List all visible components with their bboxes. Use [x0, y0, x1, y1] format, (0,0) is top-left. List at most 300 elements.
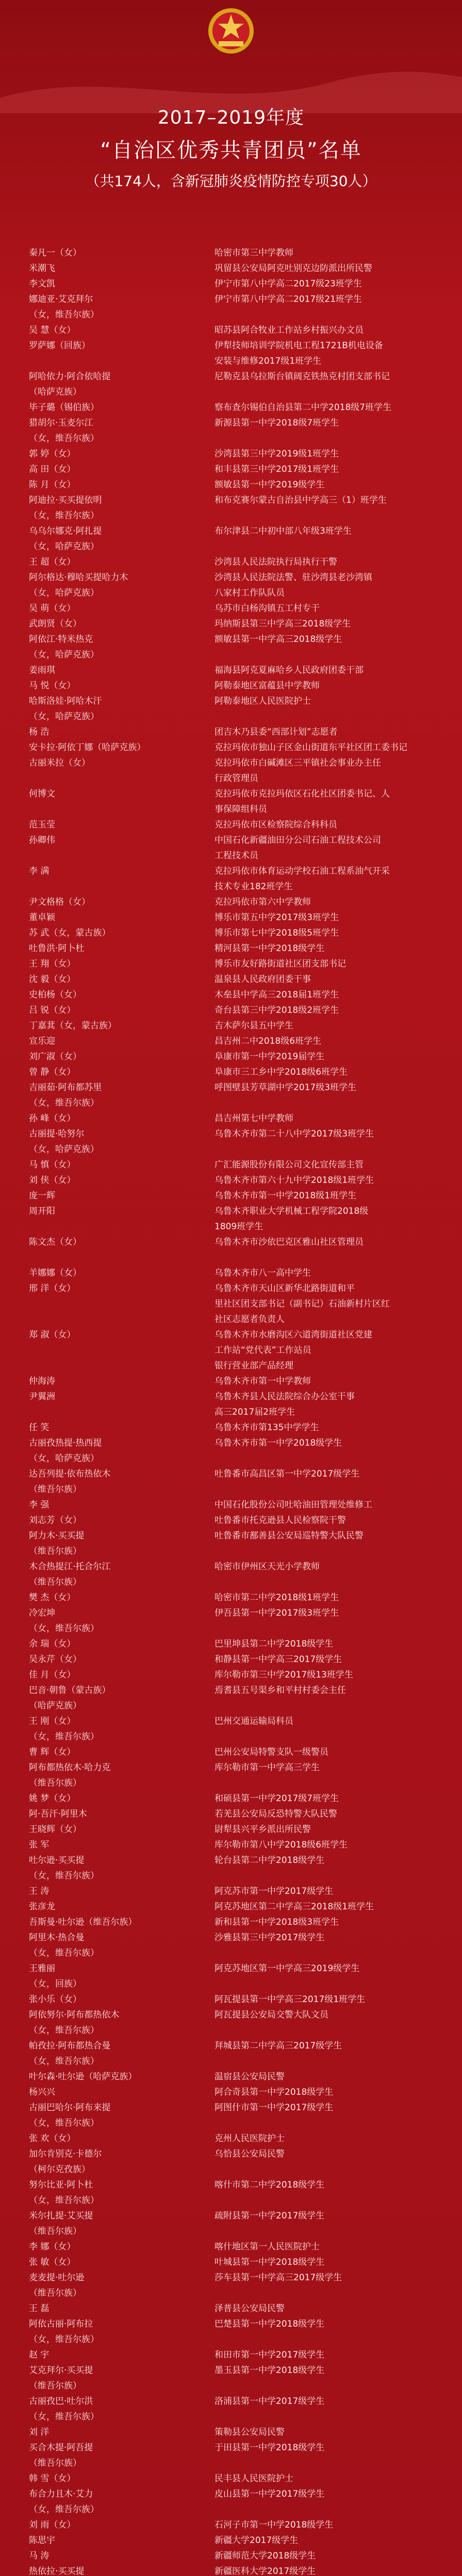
honoree-name: 曹 辉（女）	[29, 1747, 76, 1757]
honoree-name: 帕孜拉·阿布都热合曼	[29, 2041, 111, 2051]
list-item	[25, 912, 437, 927]
honoree-name: 米潮飞	[29, 263, 55, 274]
honoree-name: 阿·吾汗·阿里木	[29, 1809, 87, 1819]
honoree-unit: 察布查尔锡伯自治县第二中学2018级7班学生	[214, 402, 392, 413]
list-item	[25, 1252, 437, 1267]
honoree-name: （维吾尔族）	[29, 1546, 81, 1556]
honoree-name: 加尔肯别克·卡德尔	[29, 2149, 102, 2159]
honoree-unit: 乌鲁木齐市沙依巴克区雅山社区管理员	[214, 1237, 364, 1247]
list-item	[25, 2241, 437, 2257]
honoree-unit: 和田市第一中学2017级学生	[214, 2350, 325, 2360]
list-item	[25, 2210, 437, 2226]
honoree-name: 达吾列提·依布热依木	[29, 1469, 111, 1479]
list-item	[25, 835, 437, 850]
list-item	[25, 417, 437, 433]
honoree-name: （维吾尔族）	[29, 2288, 81, 2298]
honoree-name: （柯尔克孜族）	[29, 2164, 90, 2175]
honoree-unit: 沙湾县人民法院执行局执行干警	[214, 557, 337, 567]
list-item	[25, 958, 437, 974]
honoree-name: 张 军	[29, 1840, 50, 1850]
honoree-unit: 和布克赛尔蒙古自治县中学高三（1）班学生	[214, 495, 387, 505]
honoree-name: 吾斯曼·吐尔逊（维吾尔族）	[29, 1917, 137, 1927]
honoree-unit: 阿瓦提县第一中学高三2017级1班学生	[214, 1994, 366, 2005]
list-item	[25, 325, 437, 340]
honoree-name: 王雅丽	[29, 1963, 55, 1974]
list-item	[25, 665, 437, 680]
honoree-name: 李文凯	[29, 279, 55, 289]
honoree-unit: 中国石化股份公司吐哈油田管理处维修工	[214, 1500, 372, 1510]
honoree-name: 阿里木·热合曼	[29, 1933, 85, 1943]
list-item	[25, 943, 437, 958]
honoree-name: 仲海涛	[29, 1376, 55, 1386]
honoree-name: （女，哈萨克族）	[29, 588, 99, 598]
honoree-name: 王 翔（女）	[29, 959, 76, 969]
honoree-name: 佳 月（女）	[29, 1670, 76, 1680]
list-item	[25, 278, 437, 294]
honoree-name: 吴 萌（女）	[29, 603, 76, 614]
list-item	[25, 402, 437, 417]
honoree-name: 李 娜（女）	[29, 2242, 76, 2252]
honoree-unit: 吐鲁番市鄯善县公安局巡特警大队民警	[214, 1531, 364, 1541]
honoree-name: 姚 梦（女）	[29, 1793, 76, 1804]
honoree-unit: 沙湾县人民法院法警、驻沙湾县老沙湾镇	[214, 572, 372, 583]
list-item	[25, 1870, 437, 1886]
list-item	[25, 1267, 437, 1283]
honoree-unit: 巴里坤县第二中学2018级学生	[214, 1639, 334, 1649]
honoree-unit: 乌鲁木齐市第一中学2018级1班学生	[214, 1191, 357, 1201]
honoree-name: 马 慎（女）	[29, 1160, 76, 1170]
honoree-unit: 哈密市第三中学教师	[214, 248, 293, 258]
honoree-name: （维吾尔族）	[29, 1778, 81, 1788]
honoree-name: 古丽提·哈努尔	[29, 1129, 85, 1139]
list-item	[25, 896, 437, 912]
list-item	[25, 1236, 437, 1252]
honoree-unit: 克拉玛依市体育运动学校石油工程系油气开采	[214, 866, 390, 876]
list-item	[25, 1360, 437, 1376]
list-item	[25, 1499, 437, 1515]
honoree-name: （维吾尔族）	[29, 2226, 81, 2236]
honoree-name: 曾 静（女）	[29, 1067, 76, 1077]
honoree-name: 羊娜娜（女）	[29, 1268, 81, 1278]
honoree-name: 周开阳	[29, 1206, 55, 1216]
list-item	[25, 2318, 437, 2334]
honoree-name: 阿依努尔·阿布都热依木	[29, 2010, 120, 2020]
list-item	[25, 587, 437, 603]
honoree-unit: 库尔勒市第一中学高三学生	[214, 1762, 320, 1773]
honoree-unit: 行政管理员	[214, 773, 258, 784]
list-item	[25, 1051, 437, 1066]
honoree-name: 尹文格格（女）	[29, 897, 90, 907]
honoree-name: （女，维吾尔族）	[29, 1098, 99, 1108]
list-item	[25, 1577, 437, 1592]
honoree-unit: 伊犁技师培训学院机电工程1721B机电设备	[214, 341, 383, 351]
honoree-unit: 团吉木乃县委“西部计划”志愿者	[214, 727, 338, 737]
honoree-name: （女，回族）	[29, 1979, 81, 1989]
list-item	[25, 1314, 437, 1329]
list-item	[25, 2195, 437, 2210]
honoree-unit: 克拉玛依市独山子区金山街道东平社区团工委书记	[214, 742, 407, 753]
list-item	[25, 2226, 437, 2241]
honoree-unit: 吐鲁番市高昌区第一中学2017级学生	[214, 1469, 360, 1479]
honoree-unit: 吉木萨尔县五中学生	[214, 1021, 293, 1031]
honoree-name: 刘 洋	[29, 2427, 50, 2437]
honoree-unit: 阿克苏市第一中学2017级学生	[214, 1886, 334, 1896]
honoree-name: （维吾尔族）	[29, 2381, 81, 2391]
honoree-name: （女，维吾尔族）	[29, 2334, 99, 2345]
honoree-unit: 奇台县第三中学2018级2班学生	[214, 1005, 339, 1015]
honoree-unit: 巴州公安局特警支队一级警员	[214, 1747, 328, 1757]
honoree-name: （女，维吾尔族）	[29, 1623, 99, 1634]
list-item	[25, 1932, 437, 1947]
list-item	[25, 1020, 437, 1036]
list-item	[25, 1097, 437, 1113]
list-item	[25, 1592, 437, 1607]
list-item	[25, 696, 437, 711]
honoree-unit: 技术专业182班学生	[214, 882, 293, 892]
honoree-name: 哈斯洛娃·阿哈木汗	[29, 696, 102, 706]
honoree-name: 巴音·朝鲁（蒙古族）	[29, 1685, 111, 1696]
list-item	[25, 1607, 437, 1623]
honoree-name: 买合木提·阿吾提	[29, 2443, 93, 2453]
honoree-unit: 喀什市第二中学2018级学生	[214, 2180, 325, 2190]
list-item	[25, 680, 437, 696]
honoree-name: 王晓辉（女）	[29, 1824, 81, 1835]
list-item	[25, 1530, 437, 1546]
honoree-name: 姜雨琪	[29, 665, 55, 675]
list-item	[25, 1638, 437, 1654]
honoree-unit: 事保障组科员	[214, 804, 267, 815]
honoree-name: 马 悦（女）	[29, 681, 76, 691]
list-item	[25, 1484, 437, 1499]
list-item	[25, 1546, 437, 1561]
honoree-name: 叶尔森·吐尔逊（哈萨克族）	[29, 2072, 137, 2082]
honoree-name: 刘广淑（女）	[29, 1052, 81, 1062]
honoree-unit: 巴州交通运输局科员	[214, 1716, 293, 1726]
list-item	[25, 634, 437, 649]
list-item	[25, 1406, 437, 1422]
list-item	[25, 1144, 437, 1159]
honoree-unit: 精河县第一中学2018级学生	[214, 943, 325, 954]
honoree-unit: 尉犁县兴平乡派出所民警	[214, 1824, 311, 1835]
list-item	[25, 1731, 437, 1747]
honoree-unit: 阜康市第一中学2019届学生	[214, 1052, 325, 1062]
honoree-unit: 温宿县公安局民警	[214, 2072, 285, 2082]
honoree-name: 刘 侠（女）	[29, 1175, 76, 1185]
honoree-name: 吴永芹（女）	[29, 1654, 81, 1665]
honoree-unit: 阿图什市第一中学2017级学生	[214, 2103, 334, 2113]
list-item	[25, 1654, 437, 1669]
honoree-unit: 乌恰县公安局民警	[214, 2149, 285, 2159]
honoree-name: （女，维吾尔族）	[29, 2504, 99, 2515]
honoree-name: 庞一辉	[29, 1191, 55, 1201]
honoree-name: 吐鲁洪·阿卜杜	[29, 943, 85, 954]
honoree-name: 赵 宇	[29, 2350, 50, 2360]
honoree-name: 古丽巴哈尔·阿布来提	[29, 2103, 111, 2113]
list-item	[25, 572, 437, 587]
honoree-unit: 博乐市友好路街道社区团支部书记	[214, 959, 346, 969]
list-item	[25, 340, 437, 355]
list-item	[25, 247, 437, 263]
honoree-unit: 阿克苏地区第二中学高三2018级1班学生	[214, 1902, 374, 1912]
honoree-unit: 工作站“党代表”工作站员	[214, 1345, 311, 1355]
list-item	[25, 1437, 437, 1453]
honoree-unit: 疏附县第一中学2017级学生	[214, 2211, 325, 2221]
list-item	[25, 1561, 437, 1577]
list-item	[25, 2040, 437, 2056]
honoree-unit: 1809班学生	[214, 1222, 263, 1232]
honoree-unit: 皮山县第一中学2017级学生	[214, 2489, 325, 2499]
honoree-name: 张 敏（女）	[29, 2257, 76, 2267]
list-item	[25, 2488, 437, 2504]
header	[0, 0, 462, 227]
list-item	[25, 1716, 437, 1731]
honoree-unit: 克州人民医院护士	[214, 2133, 285, 2144]
honoree-name: （女，维吾尔族）	[29, 433, 99, 444]
list-item	[25, 2349, 437, 2365]
honoree-unit: 克拉玛依市第六中学教师	[214, 897, 311, 907]
honoree-unit: 安装与维修2017级1班学生	[214, 356, 322, 366]
honoree-unit: 八家村工作队队员	[214, 588, 285, 598]
honoree-name: 任 笑	[29, 1422, 50, 1433]
honoree-unit: 克拉玛依市白碱滩区三平镇社会事业办主任	[214, 758, 381, 768]
honoree-unit: 额敏县第一中学高三2018级学生	[214, 634, 342, 645]
honoree-name: （女，哈萨克族）	[29, 711, 99, 722]
list-item	[25, 1283, 437, 1298]
list-item	[25, 556, 437, 572]
list-item	[25, 850, 437, 866]
list-item	[25, 1515, 437, 1530]
list-item	[25, 773, 437, 788]
list-item	[25, 433, 437, 448]
honoree-name: 刘 雨（女）	[29, 2520, 76, 2530]
honoree-unit: 新源县第一中学2018级7班学生	[214, 418, 339, 428]
honoree-name: 陈 月（女）	[29, 480, 76, 490]
honoree-name: 阿力木·买买提	[29, 1531, 85, 1541]
list-item	[25, 2257, 437, 2272]
title-sub: （共174人，含新冠肺炎疫情防控专项30人）	[85, 173, 377, 190]
list-item	[25, 1082, 437, 1097]
honoree-unit: 乌鲁木齐市第一中学2018级学生	[214, 1438, 342, 1448]
honoree-name: （哈萨克族）	[29, 387, 81, 397]
title-years: 2017–2019年度	[157, 107, 305, 128]
honoree-name: 刘志芳（女）	[29, 1515, 81, 1526]
honoree-name: 李 强	[29, 1500, 50, 1510]
honoree-unit: 博乐市第五中学2017级3班学生	[214, 912, 339, 923]
honoree-unit: 呼图壁县芳草湖中学2017级3班学生	[214, 1082, 357, 1093]
list-item	[25, 2117, 437, 2133]
honoree-unit: 工程技术员	[214, 851, 258, 861]
honoree-unit: 石河子市第一中学2018级学生	[214, 2520, 334, 2530]
list-item	[25, 355, 437, 371]
list-item	[25, 2303, 437, 2318]
list-item	[25, 1206, 437, 1221]
list-item	[25, 757, 437, 773]
list-item	[25, 1468, 437, 1484]
honoree-name: 吴 慧（女）	[29, 325, 76, 335]
honoree-unit: 阿瓦提县公安局交警大队文员	[214, 2010, 328, 2020]
list-item	[25, 1113, 437, 1128]
list-item	[25, 2071, 437, 2087]
list-item	[25, 649, 437, 665]
honoree-unit: 伊宁市第八中学高二2017级21班学生	[214, 294, 362, 304]
honoree-name: 王 涛	[29, 1886, 50, 1896]
honoree-name: 毕子璐（锡伯族）	[29, 402, 99, 413]
honoree-unit: 伊吾县第一中学2017级3班学生	[214, 1608, 339, 1618]
list-item	[25, 1886, 437, 1901]
list-item	[25, 2566, 437, 2576]
honoree-unit: 泽普县公安局民警	[214, 2303, 285, 2314]
honoree-unit: 阿合奇县第一中学2018级学生	[214, 2087, 334, 2097]
honoree-unit: 哈密市第二中学2018级1班学生	[214, 1592, 339, 1603]
list-item	[25, 1669, 437, 1685]
list-item	[25, 2179, 437, 2195]
list-item	[25, 1777, 437, 1793]
honoree-name: 郭 婷（女）	[29, 449, 76, 459]
honoree-unit: 乌鲁木齐市水磨沟区六道湾街道社区党建	[214, 1330, 372, 1340]
honoree-name: （女，维吾尔族）	[29, 2056, 99, 2066]
honoree-name: 尹翼洲	[29, 1392, 55, 1402]
honoree-name: 木合热提江·托合尔江	[29, 1562, 111, 1572]
list-item	[25, 2272, 437, 2287]
honoree-name: 吐尔逊·买买提	[29, 1855, 85, 1866]
honoree-name: （女，哈萨克族）	[29, 541, 99, 552]
honoree-name: 邢 洋（女）	[29, 1283, 76, 1294]
honoree-unit: 玛纳斯县第三中学高三2018级学生	[214, 619, 351, 629]
honoree-unit: 乌鲁木齐市天山区新华北路街道和平	[214, 1283, 355, 1294]
list-item	[25, 2380, 437, 2396]
honoree-unit: 乌鲁木齐县人民法院综合办公室干事	[214, 1392, 355, 1402]
honoree-name: 布合力且木·艾力	[29, 2489, 93, 2499]
honoree-name: 罗萨娜（回族）	[29, 341, 90, 351]
honoree-unit: 哈密市伊州区天光小学教师	[214, 1562, 320, 1572]
honoree-unit: 广汇能源股份有限公司文化宣传部主管	[214, 1160, 364, 1170]
list-item	[25, 1855, 437, 1870]
honoree-name: 孙 峰（女）	[29, 1113, 76, 1124]
honoree-name: （女，维吾尔族）	[29, 2195, 99, 2206]
honoree-unit: 博乐市第七中学2018级5班学生	[214, 928, 339, 938]
honoree-unit: 喀什地区第一人民医院护士	[214, 2242, 320, 2252]
honoree-name: 张小乐（女）	[29, 1994, 81, 2005]
list-item	[25, 1963, 437, 1978]
list-item	[25, 788, 437, 804]
honoree-name: 吉丽茹·阿布都苏里	[29, 1082, 102, 1093]
honoree-unit: 拜城县第二中学高三2017级学生	[214, 2041, 342, 2051]
honoree-name: 阿哈依力·阿合依哈提	[29, 371, 111, 382]
list-item	[25, 1190, 437, 1206]
honoree-name: 范玉莹	[29, 820, 55, 830]
honoree-unit: 昌吉州第七中学教师	[214, 1113, 293, 1124]
honoree-unit: 沙湾县第三中学2019级1班学生	[214, 449, 339, 459]
list-item	[25, 1376, 437, 1391]
honoree-name: 史柏杨（女）	[29, 990, 81, 1000]
list-item	[25, 479, 437, 495]
honoree-unit: 和静县第一中学高三2017级学生	[214, 1654, 342, 1665]
list-item	[25, 371, 437, 386]
list-item	[25, 1685, 437, 1700]
list-item	[25, 1345, 437, 1360]
honoree-unit: 于田县第一中学2018级学生	[214, 2443, 325, 2453]
honoree-unit: 阜康市三工乡中学2018级6班学生	[214, 1067, 348, 1077]
honoree-unit: 新疆大学2017级学生	[214, 2535, 299, 2546]
honoree-name: 武朗贤（女）	[29, 619, 81, 629]
honoree-unit: 银行营业部产品经理	[214, 1361, 293, 1371]
honoree-name: （女，哈萨克族）	[29, 1453, 99, 1464]
honoree-unit: 福海县阿克夏麻哈乡人民政府团委干部	[214, 665, 364, 675]
honoree-name: （女，哈萨克族）	[29, 1144, 99, 1155]
honoree-name: 陈思宇	[29, 2535, 55, 2546]
honoree-name: 努尔比亚·阿卜杜	[29, 2180, 93, 2190]
list-item	[25, 2102, 437, 2117]
honoree-name: （女，维吾尔族）	[29, 1732, 99, 1742]
honoree-name: 安卡拉·阿依丁娜（哈萨克族）	[29, 742, 146, 753]
list-item	[25, 866, 437, 881]
honoree-name: 冷宏坤	[29, 1608, 55, 1618]
list-item	[25, 2535, 437, 2550]
list-item	[25, 495, 437, 510]
honoree-name: 孙卿伟	[29, 835, 55, 845]
honoree-name: 古丽孜巴·吐尔洪	[29, 2396, 93, 2406]
list-item	[25, 1994, 437, 2009]
honoree-name: 艾克拜尔·买买提	[29, 2365, 93, 2376]
list-item	[25, 1128, 437, 1144]
list-item	[25, 742, 437, 757]
honoree-name: 阿迪拉·买买提依明	[29, 495, 102, 505]
honoree-name: （哈萨克族）	[29, 1701, 81, 1711]
list-item	[25, 1298, 437, 1314]
list-item	[25, 1747, 437, 1762]
honoree-name: （女，维吾尔族）	[29, 511, 99, 521]
honoree-name: 董卓颖	[29, 912, 55, 923]
honoree-unit: 叶城县第一中学2018级学生	[214, 2257, 325, 2267]
honoree-unit: 克拉玛依市克拉玛依区石化社区团委书记、人	[214, 789, 390, 799]
list-item	[25, 2550, 437, 2566]
honoree-name: 李 满	[29, 866, 50, 876]
honoree-unit: 乌鲁木齐市八一高中学生	[214, 1268, 311, 1278]
list-item	[25, 2396, 437, 2411]
honoree-name: 秦凡一（女）	[29, 248, 81, 258]
honoree-unit: 莎车县第一中学高三2017级学生	[214, 2273, 342, 2283]
honoree-unit: 和硕县第一中学2017级7班学生	[214, 1793, 339, 1804]
honoree-unit: 额敏县第一中学2019级学生	[214, 480, 325, 490]
honoree-unit: 乌苏市白杨沟镇五工村专干	[214, 603, 320, 614]
honoree-unit: 乌鲁木齐市第135中学学生	[214, 1422, 319, 1433]
honoree-name: （女，维吾尔族）	[29, 2025, 99, 2036]
list-item	[25, 2365, 437, 2380]
honoree-unit: 新和县第一中学2018级3班学生	[214, 1917, 339, 1927]
honoree-name: （女，维吾尔族）	[29, 2118, 99, 2128]
honoree-name: （女，维吾尔族）	[29, 310, 99, 320]
list-item	[25, 464, 437, 479]
honoree-name: 余 瑞（女）	[29, 1639, 76, 1649]
honoree-name: 麦麦提·吐尔逊	[29, 2273, 85, 2283]
honoree-name: 米尔扎提·艾买提	[29, 2211, 93, 2221]
list-item	[25, 1917, 437, 1932]
list-item	[25, 294, 437, 309]
list-item	[25, 2287, 437, 2303]
list-item	[25, 526, 437, 541]
list-item	[25, 2427, 437, 2442]
list-item	[25, 2473, 437, 2488]
honoree-unit: 温泉县人民政府团委干事	[214, 974, 311, 985]
honoree-unit: 库尔勒市第三中学2017级13班学生	[214, 1670, 353, 1680]
list-item	[25, 2164, 437, 2179]
list-item	[25, 2087, 437, 2102]
list-item	[25, 448, 437, 464]
honoree-name: 丁嘉萁（女，蒙古族）	[29, 1021, 117, 1031]
honoree-name: （女，维吾尔族）	[29, 2412, 99, 2422]
list-item	[25, 726, 437, 742]
list-item	[25, 1901, 437, 1917]
